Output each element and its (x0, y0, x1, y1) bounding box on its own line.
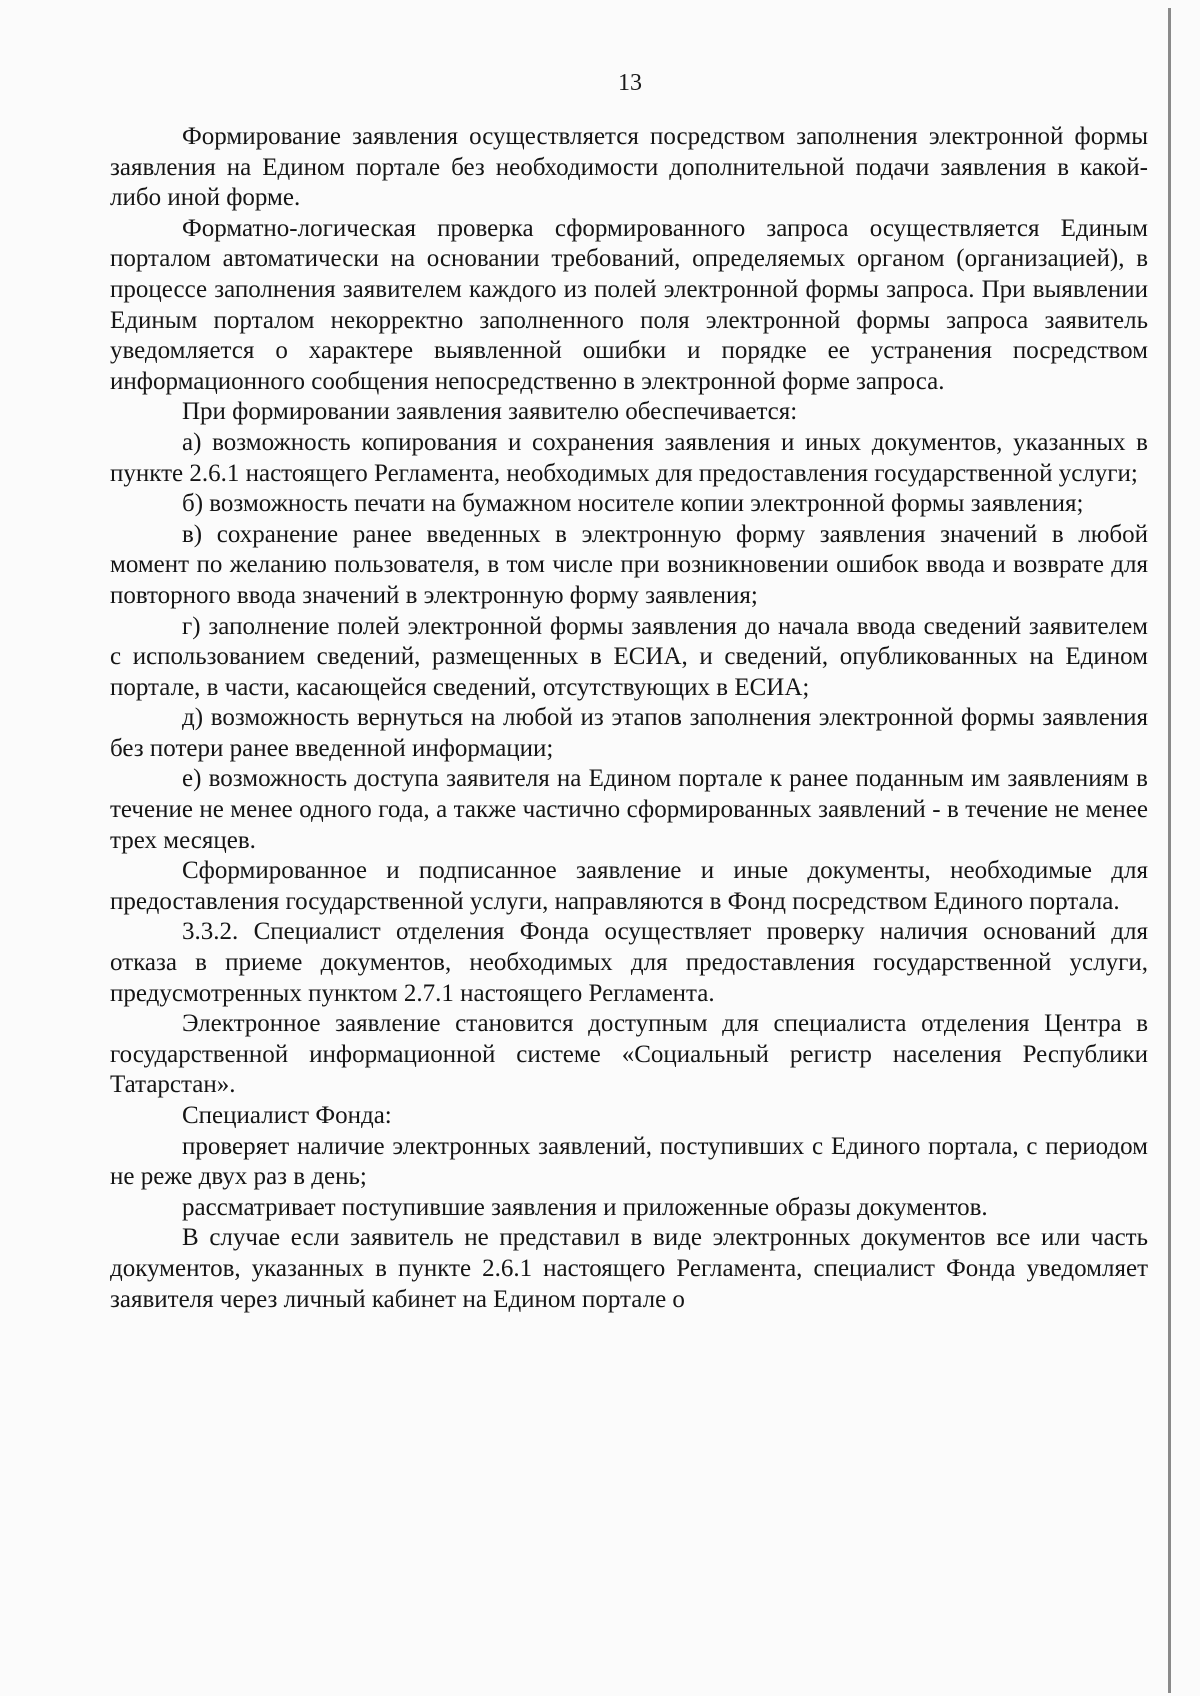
list-item: а) возможность копирования и сохранения заявления и иных документов, указанных в пункте 2.6.1 настоящего Регламента, необходимых для предоставления государственной услуги; (110, 428, 1148, 487)
paragraph: Специалист Фонда: (182, 1102, 392, 1129)
paragraph: рассматривает поступившие заявления и приложенные образы документов. (182, 1193, 988, 1221)
page-number: 13 (618, 70, 642, 96)
paragraph: проверяет наличие электронных заявлений, поступивших с Единого портала, с периодом не реже двух раз в день; (110, 1132, 1148, 1191)
paragraph: Электронное заявление становится доступным для специалиста отделения Центра в государственной информационной системе «Социальный регистр населения Республики Татарстан». (110, 1010, 1148, 1099)
paragraph: В случае если заявитель не представил в виде электронных документов все или часть документов, указанных в пункте 2.6.1 настоящего Регламента, специалист Фонда уведомляет заявителя через личный кабинет на Едином портале о (110, 1224, 1148, 1313)
list-item: в) сохранение ранее введенных в электронную форму заявления значений в любой момент по желанию пользователя, в том числе при возникновении ошибок ввода и возврате для повторного ввода значений в электронную форму заявления; (110, 520, 1148, 609)
list-item: д) возможность вернуться на любой из этапов заполнения электронной формы заявления без потери ранее введенной информации; (110, 704, 1148, 762)
scan-edge-line (1168, 8, 1171, 1693)
paragraph: Формирование заявления осуществляется посредством заполнения электронной формы заявления на Едином портале без необходимости дополнительной подачи заявления в какой-либо иной форме. (110, 123, 1148, 212)
body-text (110, 122, 1148, 1315)
paragraph: 3.3.2. Специалист отделения Фонда осуществляет проверку наличия оснований для отказа в приеме документов, необходимых для предоставления государственной услуги, предусмотренных пунктом 2.7.1 настоящего Регламента. (110, 918, 1148, 1007)
paragraph: При формировании заявления заявителю обеспечивается: (182, 398, 798, 426)
paragraph: Форматно-логическая проверка сформированного запроса осуществляется Единым порталом автоматически на основании требований, определяемых органом (организацией), в процессе заполнения заявителем каждого из полей электронной формы запроса. При выявлении Единым порталом некорректно заполненного поля электронной формы запроса заявитель уведомляется о характере выявленной ошибки и порядке ее устранения посредством информационного сообщения непосредственно в электронной форме запроса. (110, 214, 1148, 395)
list-item: е) возможность доступа заявителя на Едином портале к ранее поданным им заявлениям в течение не менее одного года, а также частично сформированных заявлений - в течение не менее трех месяцев. (110, 765, 1148, 854)
paragraph: Сформированное и подписанное заявление и иные документы, необходимые для предоставления государственной услуги, направляются в Фонд посредством Единого портала. (110, 857, 1148, 915)
list-item: б) возможность печати на бумажном носителе копии электронной формы заявления; (182, 490, 1084, 518)
list-item: г) заполнение полей электронной формы заявления до начала ввода сведений заявителем с использованием сведений, размещенных в ЕСИА, и сведений, опубликованных на Едином портале, в части, касающейся сведений, отсутствующих в ЕСИА; (110, 612, 1148, 701)
